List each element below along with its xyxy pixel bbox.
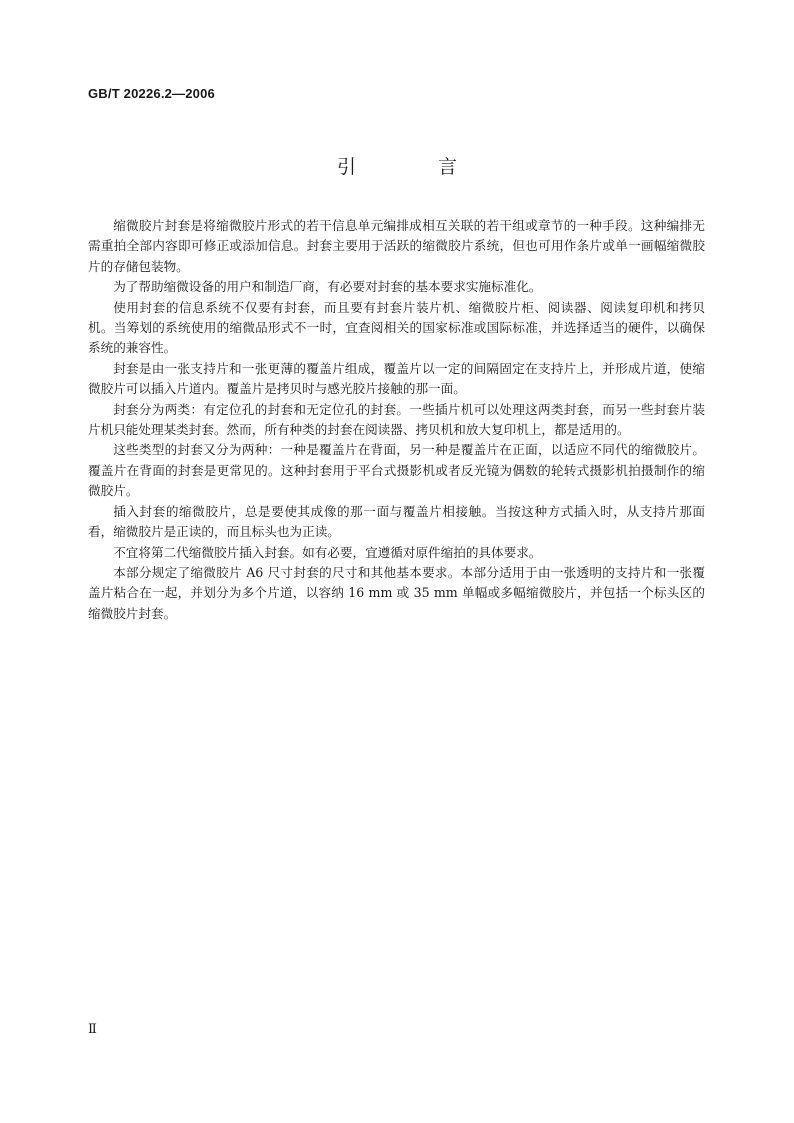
standard-code: GB/T 20226.2—2006 [88,86,215,101]
paragraph: 本部分规定了缩微胶片 A6 尺寸封套的尺寸和其他基本要求。本部分适用于由一张透明的支持片和一张覆盖片粘合在一起，并划分为多个片道，以容纳 16 mm 或 35 mm 单幅或多幅缩微胶片，并包括一个标头区的缩微胶片封套。 [88,564,705,621]
paragraph: 缩微胶片封套是将缩微胶片形式的若干信息单元编排成相互关联的若干组或章节的一种手段。这种编排无需重拍全部内容即可修正或添加信息。封套主要用于活跃的缩微胶片系统，但也可用作条片或单一画幅缩微胶片的存储包装物。 [88,218,705,274]
paragraph: 不宜将第二代缩微胶片插入封套。如有必要，宜遵循对原件缩拍的具体要求。 [113,544,542,560]
paragraph: 这些类型的封套又分为两种：一种是覆盖片在背面，另一种是覆盖片在正面，以适应不同代的缩微胶片。覆盖片在背面的封套是更常见的。这种封套用于平台式摄影机或者反光镜为偶数的轮转式摄影机拍摄制作的缩微胶片。 [88,442,705,499]
paragraph: 使用封套的信息系统不仅要有封套，而且要有封套片装片机、缩微胶片柜、阅读器、阅读复印机和拷贝机。当筹划的系统使用的缩微品形式不一时，宜查阅相关的国家标准或国际标准，并选择适当的硬件，以确保系统的兼容性。 [88,299,705,356]
paragraph: 插入封套的缩微胶片，总是要使其成像的那一面与覆盖片相接触。当按这种方式插入时，从支持片那面看，缩微胶片是正读的，而且标头也为正读。 [88,503,705,540]
paragraph: 封套是由一张支持片和一张更薄的覆盖片组成，覆盖片以一定的间隔固定在支持片上，并形成片道，使缩微胶片可以插入片道内。覆盖片是拷贝时与感光胶片接触的那一面。 [88,360,705,397]
introduction-body [88,216,705,624]
paragraph: 为了帮助缩微设备的用户和制造厂商，有必要对封套的基本要求实施标准化。 [113,279,542,295]
page-number: Ⅱ [88,1022,97,1037]
section-title: 引 言 [336,156,496,178]
paragraph: 封套分为两类：有定位孔的封套和无定位孔的封套。一些插片机可以处理这两类封套，而另一些封套片装片机只能处理某类封套。然而，所有种类的封套在阅读器、拷贝机和放大复印机上，都是适用的。 [88,401,705,438]
